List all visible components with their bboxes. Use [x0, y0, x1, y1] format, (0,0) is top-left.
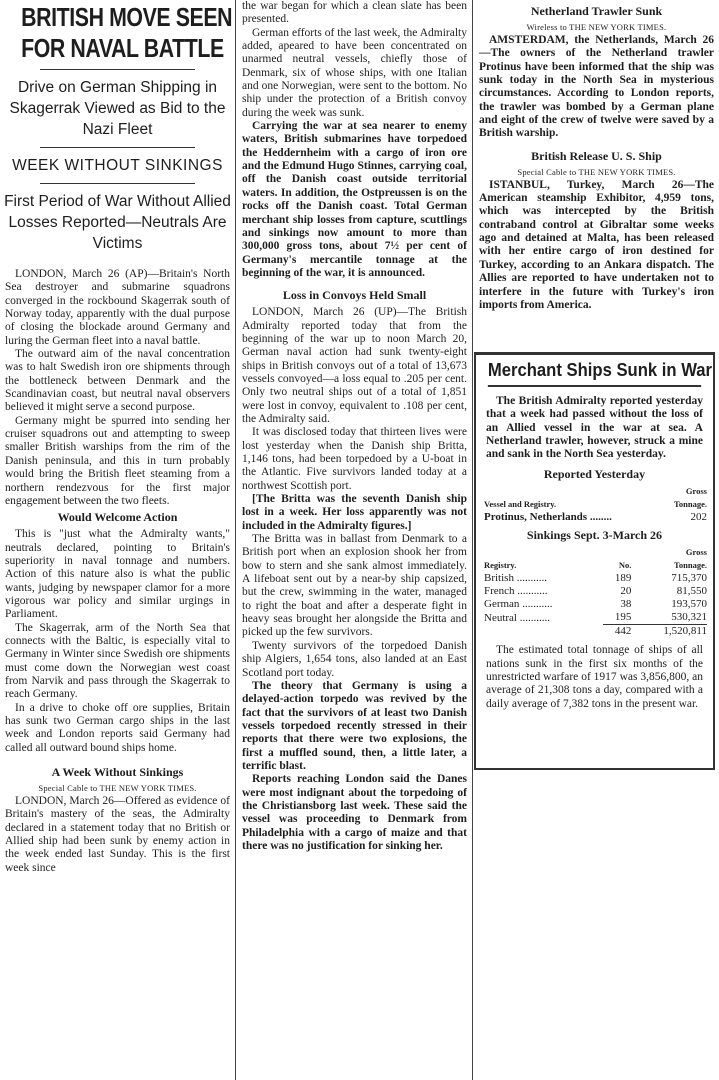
paragraph: Reports reaching London said the Danes were most indignant about the torpedoing of the Christiansborg last week. These said the vessel was proceeding to Denmark from Philadelphia with a cargo of maize and that there was no justification for sinking her. — [242, 773, 467, 852]
table-row — [484, 585, 707, 598]
column-header-line: Tonnage. — [674, 499, 707, 510]
column-header: No. — [618, 560, 632, 571]
count-cell: 189 — [614, 572, 632, 585]
paragraph: In a drive to choke off ore supplies, Britain has sunk two German cargo ships in the last week and London reports said Germany had called all outward bound ships home. — [5, 701, 230, 754]
column-3 — [474, 0, 719, 350]
paragraph: Twenty survivors of the torpedoed Danish ship Algiers, 1,654 tons, also landed at an East Scotland port today. — [242, 639, 467, 679]
paragraph: ISTANBUL, Turkey, March 26—The American steamship Exhibitor, 4,959 tons, which was intercepted by the British contraband control at Gibraltar some weeks ago and detained at Malta, has been released with her entire cargo of iron destined for Turkey, according to an Ankara dispatch. The Allies are reported to have undertaken not to interfere in the future with Turkey's iron imports from America. — [479, 178, 714, 311]
subheading: Sinkings Sept. 3-March 26 — [526, 528, 663, 543]
column-header: Vessel and Registry. — [484, 499, 557, 510]
column-header-line: Tonnage. — [674, 560, 707, 571]
table-row — [484, 598, 707, 611]
deck-2: WEEK WITHOUT SINKINGS — [12, 157, 223, 174]
divider — [40, 147, 195, 148]
deck-1: Drive on German Shipping in Skagerrak Viewed as Bid to the Nazi Fleet — [9, 79, 226, 138]
vessel-name: Protinus, Netherlands ........ — [484, 511, 612, 524]
divider — [40, 183, 195, 184]
paragraph: [The Britta was the seventh Danish ship lost in a week. Her loss apparently was not included in the Admiralty figures.] — [242, 493, 467, 532]
reported-table — [484, 485, 707, 524]
sinkings-table — [484, 546, 707, 638]
paragraph: Carrying the war at sea nearer to enemy waters, British submarines have torpedoed the Heddernheim with a cargo of iron ore and the Edmund Hugo Stinnes, carrying coal, off the Danish coast outside territorial waters. In addition, the Ostpreussen is on the rocks off the Danish coast. Total German merchant ship losses from capture, scuttlings and sinkings now amount to more than 300,000 gross tons, about 7½ per cent of Germany's mercantile tonnage at the beginning of the war, it is announced. — [242, 120, 467, 279]
paragraph: German efforts of the last week, the Admiralty added, apeared to have been concentrated on unarmed neutral vessels, chiefly those of Denmark, six of whose ships, with one Italian and one Norwegian, were sent to the bottom. No ship under the protection of a British convoy during the week was sunk. — [242, 26, 467, 119]
credit-line: Special Cable to THE NEW YORK TIMES. — [517, 166, 676, 177]
paragraph: The British Admiralty reported yesterday that a week had passed without the loss of an Allied vessel in the war at sea. A Netherland trawler, however, struck a mine and sank in the North Sea yesterday. — [486, 395, 703, 461]
divider — [40, 69, 195, 70]
table-row — [484, 611, 707, 625]
column-header-line: Gross — [685, 547, 707, 558]
paragraph: Germany might be spurred into sending her cruiser squadrons out and attempting to sweep smaller British warships from the rim of the Danish peninsula, and this in turn probably would bring the British fleet steaming from a northern rendezvous for the first major engagement between the two fleets. — [5, 414, 230, 507]
count-cell: 38 — [620, 598, 632, 611]
subheading: Netherland Trawler Sunk — [530, 4, 663, 18]
column-header — [661, 485, 707, 511]
paragraph: It was disclosed today that thirteen lives were lost yesterday when the Danish ship Britta, 1,146 tons, had been torpedoed by a U-boat in the Atlantic. Five survivors landed today at a northwest Scottish port. — [242, 426, 467, 492]
tonnage-cell: 81,550 — [676, 585, 707, 598]
count-cell: 20 — [620, 585, 632, 598]
column-1 — [0, 0, 236, 1080]
total-row — [484, 625, 707, 639]
table-row — [484, 572, 707, 585]
deck-3: First Period of War Without Allied Losses Reported—Neutrals Are Victims — [4, 193, 231, 252]
tonnage-cell: 530,321 — [671, 611, 707, 624]
box-headline: Merchant Ships Sunk in War — [488, 359, 701, 387]
credit-line: Wireless to THE NEW YORK TIMES. — [526, 22, 667, 32]
tonnage-cell: 193,570 — [671, 598, 707, 611]
table-row — [484, 511, 707, 524]
registry-cell: British ........... — [484, 572, 547, 585]
paragraph: The Britta was in ballast from Denmark to a British port when an explosion shook her from bow to stern and she sank almost immediately. A lifeboat sent out by a near-by ship capsized, but the crew, swimming in the water, managed to right the boat and after a desperate fight in heavy seas brought her alongside the Britta and picked up the few survivors. — [242, 533, 467, 639]
registry-cell: Neutral ........... — [484, 611, 550, 624]
merchant-ships-box — [474, 352, 715, 770]
subheading: British Release U. S. Ship — [531, 148, 662, 163]
column-2 — [237, 0, 473, 1080]
subheading: Would Welcome Action — [57, 510, 178, 525]
paragraph: AMSTERDAM, the Netherlands, March 26—The owners of the Netherland trawler Protinus have been informed that the ship was sunk today in the North Sea in mysterious circumstances. According to London reports, the trawler was bombed by a German plane and eight of the crew of twelve were saved by a British warship. — [479, 34, 714, 140]
paragraph: The theory that Germany is using a delayed-action torpedo was revived by the fact that the survivors of at least two Danish vessels torpedoed recently stressed in their reports that there were two explosions, the first a muffled sound, then, a little later, a terrific blast. — [242, 679, 467, 772]
paragraph: The estimated total tonnage of ships of all nations sunk in the first six months of the unrestricted warfare of 1917 was 3,856,800, an average of 21,308 tons a day, compared with a daily average of 7,382 tons in the present war. — [486, 644, 703, 710]
column-header: Registry. — [484, 560, 517, 571]
headline-line-2: FOR NAVAL BATTLE — [21, 33, 224, 63]
column-header — [631, 546, 707, 572]
paragraph: LONDON, March 26—Offered as evidence of Britain's mastery of the seas, the Admiralty declared in a statement today that no British or Allied ship had been sunk by enemy action in the week ended last Sunday. This is the first week since — [5, 795, 230, 874]
paragraph: LONDON, March 26 (AP)—Britain's North Sea destroyer and submarine squadrons converged in the rockbound Skagerrak south of Norway today, apparently with the dual purpose of closing the blockade around Germany and luring the German fleet into a naval battle. — [5, 268, 230, 347]
vessel-tonnage: 202 — [690, 511, 707, 524]
paragraph: This is "just what the Admiralty wants," neutrals declared, pointing to Britain's superiority in naval tonnage and numbers. Action of this nature also is what the public wants, judging by newspaper clamor for a more vigorous war policy and similar urgings in Parliament. — [5, 528, 230, 621]
headline-line-1: BRITISH MOVE SEEN — [21, 2, 233, 32]
total-count: 442 — [603, 625, 632, 639]
registry-cell: French ........... — [484, 585, 548, 598]
subheading: Reported Yesterday — [543, 467, 646, 482]
paragraph: The outward aim of the naval concentration was to halt Swedish iron ore shipments through the bottleneck between Denmark and the Scandinavian coast, but neutral naval observers believed it might serve a second purpose. — [5, 348, 230, 414]
total-tonnage: 1,520,811 — [631, 625, 707, 639]
registry-cell: German ........... — [484, 598, 553, 611]
tonnage-cell: 715,370 — [671, 572, 707, 585]
column-header-line: Gross — [685, 486, 707, 497]
paragraph: The Skagerrak, arm of the North Sea that connects with the Baltic, is especially vital to Germany in Winter since Swedish ore shipments must come down the Norwegian west coast from Narvik and pass through the Skagerrak to reach Germany. — [5, 621, 230, 701]
credit-line: Special Cable to THE NEW YORK TIMES. — [38, 783, 197, 794]
count-cell: 195 — [614, 611, 632, 624]
subheading: A Week Without Sinkings — [51, 765, 184, 780]
paragraph: the war began for which a clean slate has been presented. — [242, 0, 467, 26]
subheading: Loss in Convoys Held Small — [282, 288, 427, 303]
paragraph: LONDON, March 26 (UP)—The British Admiralty reported today that from the beginning of the war up to noon March 20, German naval action had sunk twenty-eight ships in British convoys out of a total of 13,673 vessels convoyed—a loss equal to .205 per cent. Only two neutral ships out of a total of 1,851 were lost in convoy, equivalent to .108 per cent, the Admiralty said. — [242, 306, 467, 425]
